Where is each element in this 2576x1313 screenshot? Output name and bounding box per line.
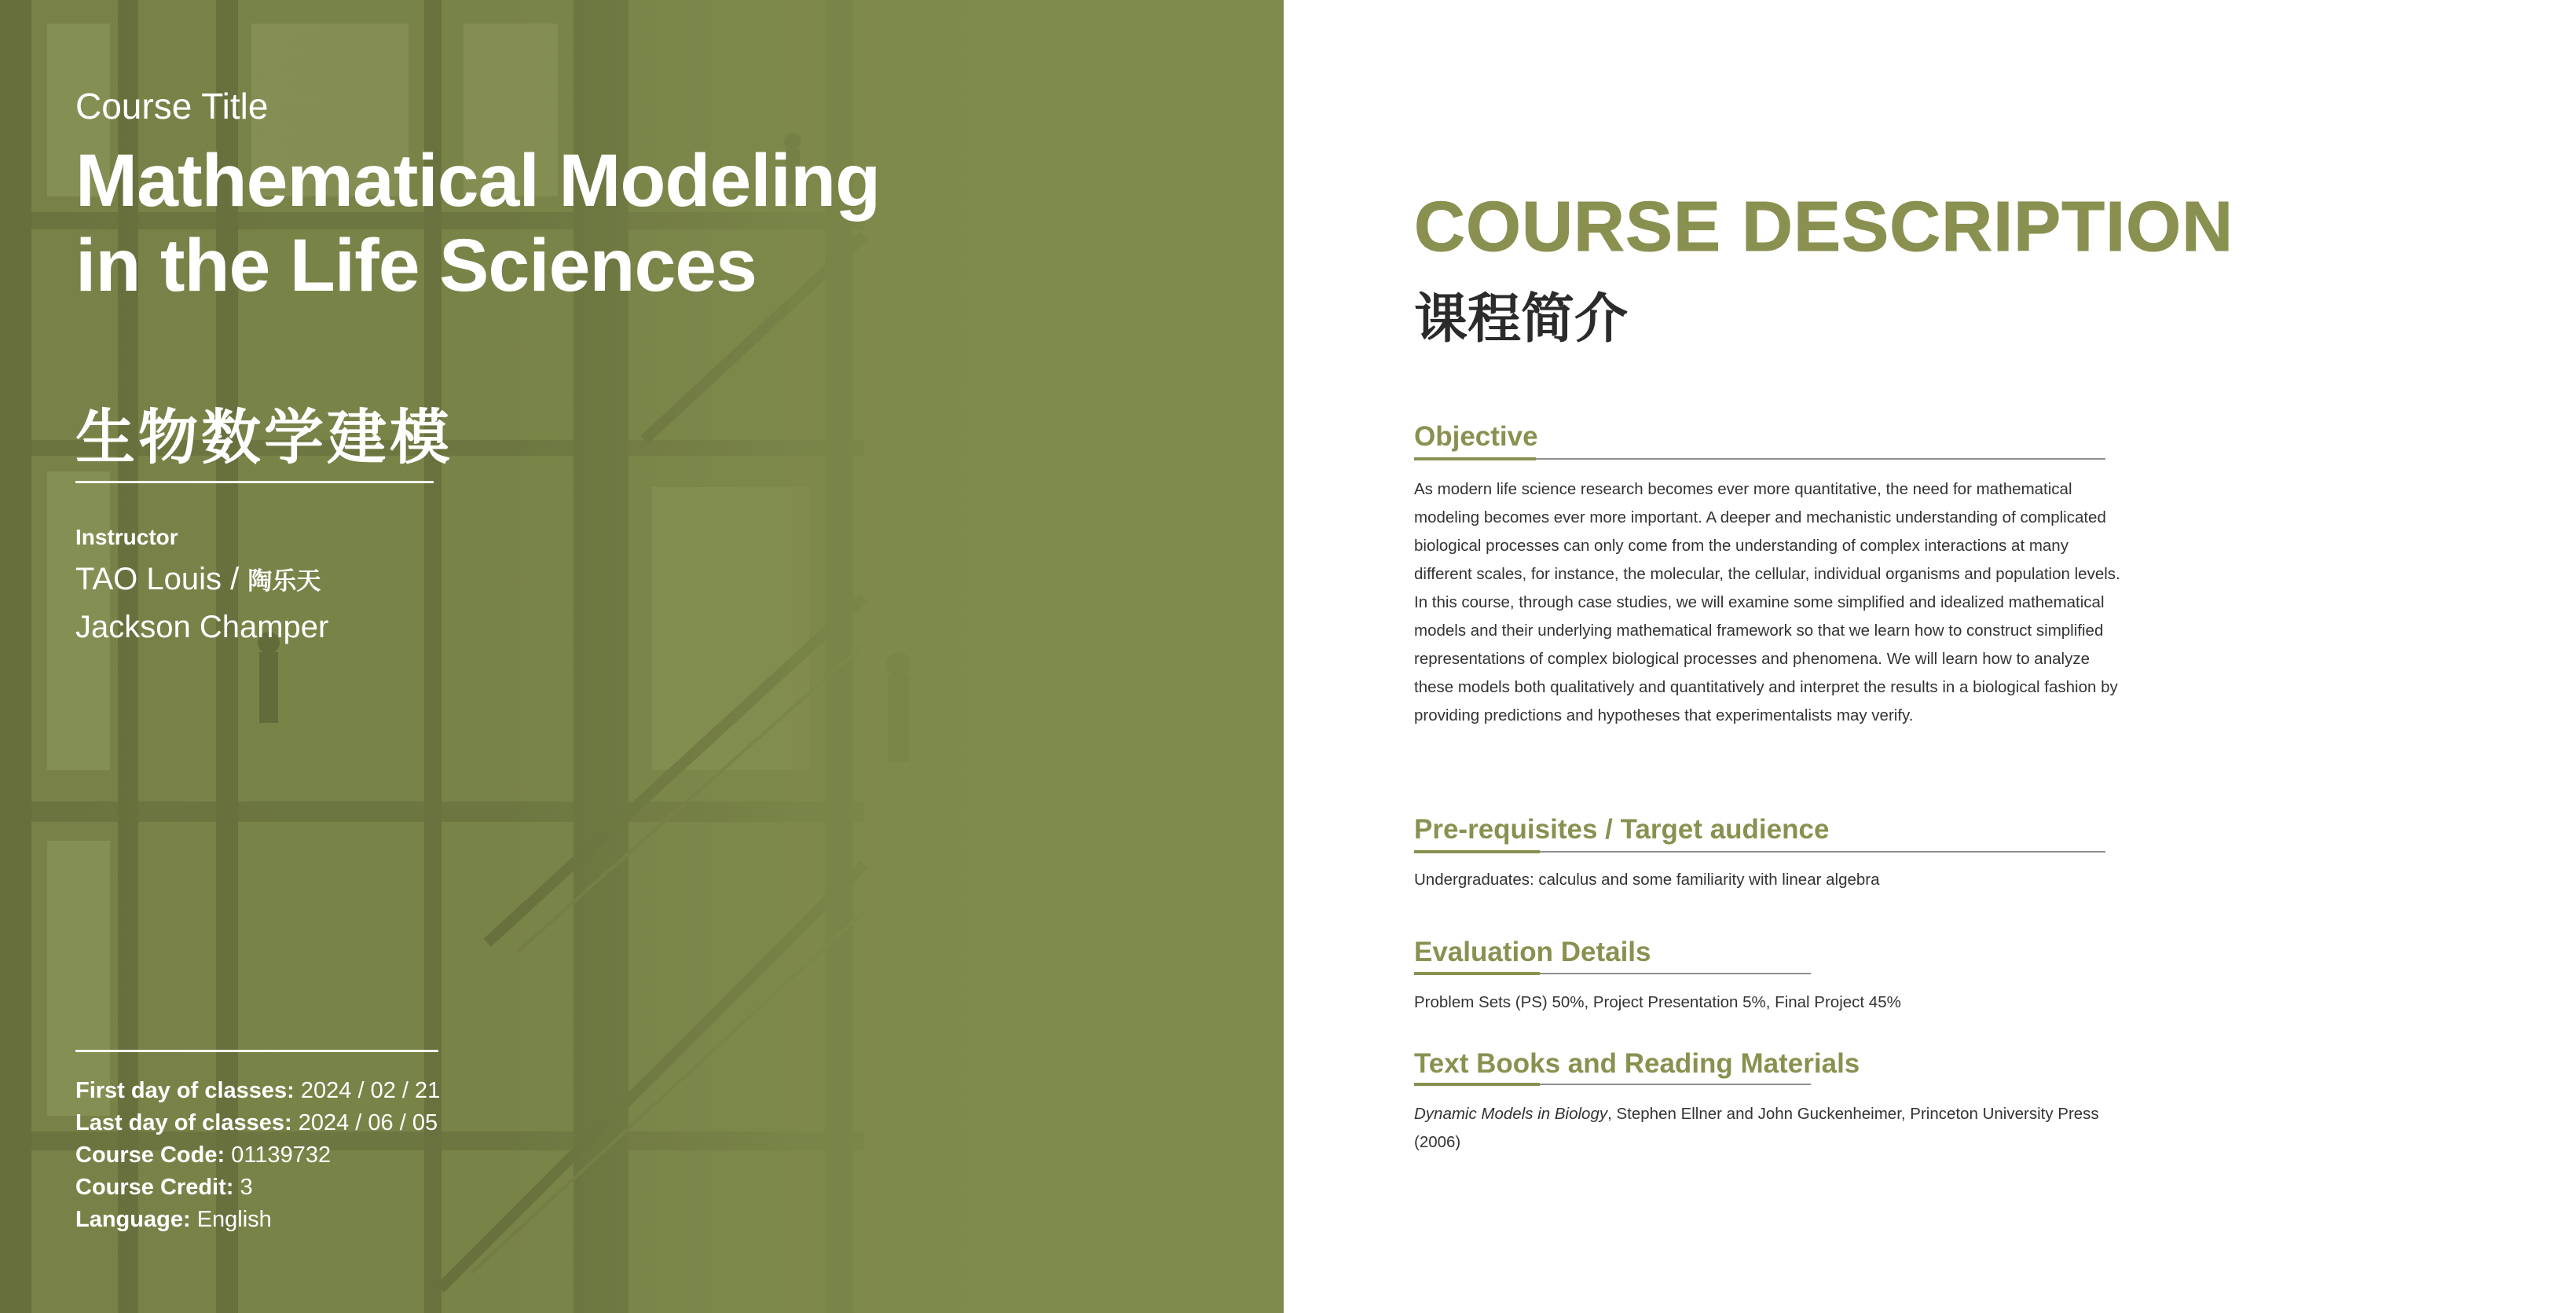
details-divider [75, 1050, 438, 1052]
course-title-chinese: 生物数学建模 [75, 405, 453, 471]
detail-value: 3 [240, 1175, 253, 1200]
book-title: Dynamic Models in Biology [1414, 1105, 1608, 1123]
cover-panel [0, 0, 1284, 1313]
instructor-2: Jackson Champer [75, 610, 329, 644]
detail-value: 2024 / 06 / 05 [298, 1110, 438, 1135]
description-panel [1284, 0, 2576, 1313]
objective-paragraph-2: In this course, through case studies, we will examine some simplified and idealized mathematical models and their underlying mathematical framework so that we learn how to construct simplified representations of complex biological processes and phenomena. We will learn how to analyze these models both qualitatively and quantitatively and interpret the results in a biological fashion by providing predictions and hypotheses that experimentalists may verify. [1414, 593, 2118, 724]
detail-label: Course Code: [75, 1142, 225, 1168]
course-description-heading-chinese: 课程简介 [1414, 289, 1629, 349]
detail-language [75, 1204, 440, 1236]
instructor-1-name: TAO Louis [75, 562, 222, 596]
section-heading-textbooks: Text Books and Reading Materials [1414, 1048, 1860, 1079]
objective-paragraph-1: As modern life science research becomes ever more quantitative, the need for mathematical modeling becomes ever more important. A deeper and mechanistic understanding of complicated biological processes can only come from the understanding of complex interactions at many different scales, for instance, the molecular, the cellular, individual organisms and population levels. [1414, 480, 2120, 583]
section-rule [1414, 458, 2105, 460]
textbooks-text [1414, 1100, 2121, 1157]
instructor-1-name-chinese: 陶乐天 [247, 567, 321, 595]
detail-label: Course Credit: [75, 1175, 234, 1200]
course-details [75, 1075, 440, 1236]
detail-value: 2024 / 02 / 21 [300, 1078, 441, 1103]
prerequisites-text [1414, 866, 2121, 894]
course-title: Mathematical Modeling in the Life Sciences [75, 139, 881, 307]
section-rule [1414, 1084, 1811, 1085]
instructor-1 [75, 561, 321, 597]
instructor-label: Instructor [75, 525, 178, 549]
detail-first-day [75, 1075, 440, 1107]
course-description-heading: COURSE DESCRIPTION [1414, 188, 2234, 266]
textbooks-paragraph [1414, 1100, 2121, 1157]
evaluation-text [1414, 988, 2121, 1017]
prerequisites-paragraph: Undergraduates: calculus and some familiarity with linear algebra [1414, 871, 1880, 889]
title-divider [75, 481, 434, 483]
course-title-label: Course Title [75, 86, 269, 127]
detail-label: First day of classes: [75, 1078, 295, 1103]
detail-course-code [75, 1139, 440, 1172]
section-rule [1414, 973, 1811, 974]
detail-label: Last day of classes: [75, 1110, 292, 1135]
detail-label: Language: [75, 1207, 191, 1232]
section-rule [1414, 851, 2105, 853]
detail-course-credit [75, 1172, 440, 1204]
detail-value: 01139732 [231, 1142, 332, 1168]
section-heading-evaluation: Evaluation Details [1414, 937, 1651, 967]
book-details: , Stephen Ellner and John Guckenheimer, Princeton University Press (2006) [1414, 1105, 2099, 1151]
detail-last-day [75, 1107, 440, 1139]
section-heading-prerequisites: Pre-requisites / Target audience [1414, 814, 1830, 845]
detail-value: English [196, 1207, 272, 1232]
section-heading-objective: Objective [1414, 421, 1538, 452]
evaluation-paragraph: Problem Sets (PS) 50%, Project Presentation 5%, Final Project 45% [1414, 993, 1901, 1011]
instructor-separator: / [222, 562, 248, 596]
objective-text [1414, 475, 2121, 730]
